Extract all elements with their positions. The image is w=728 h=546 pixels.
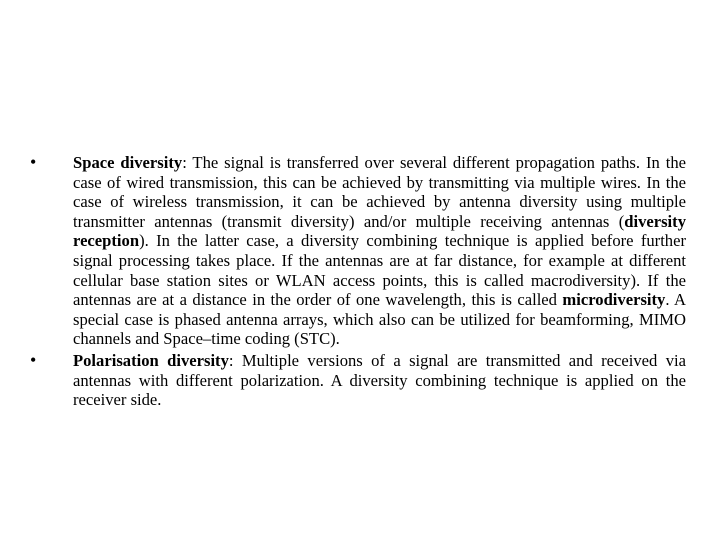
bullet-text: ). In the latter case, a diversity combining technique is applied before further signal processing takes place. If the antennas are at far distance, for example at different cellular base station sites or WLAN access points, this is called macrodiversity). If the antennas are at a distance in the order of one wavelength, this is called — [73, 231, 686, 310]
bullet-item-space-diversity — [30, 153, 686, 349]
term-diversity-reception: diversity reception — [73, 211, 686, 251]
bullet-text: : Multiple versions of a signal are transmitted and received via antennas with different polarization. A diversity combining technique is applied on the receiver side. — [73, 350, 687, 410]
bullet-text: : The signal is transferred over several different propagation paths. In the case of wired transmission, this can be achieved by transmitting via multiple wires. In the case of wireless transmission, it can be achieved by antenna diversity using multiple transmitter antennas (transmit diversity) and/or multiple receiving antennas ( — [73, 153, 686, 231]
bullet-list — [30, 153, 686, 412]
term-space-diversity: Space diversity — [73, 153, 183, 172]
bullet-text: . A special case is phased antenna arrays, which also can be utilized for beamforming, MIMO channels and Space–time coding (STC). — [73, 290, 686, 349]
bullet-icon: • — [30, 349, 37, 370]
term-microdiversity: microdiversity — [562, 290, 666, 310]
term-polarisation-diversity: Polarisation diversity — [73, 350, 229, 370]
bullet-item-polarisation-diversity — [30, 351, 686, 410]
bullet-icon: • — [30, 152, 37, 172]
